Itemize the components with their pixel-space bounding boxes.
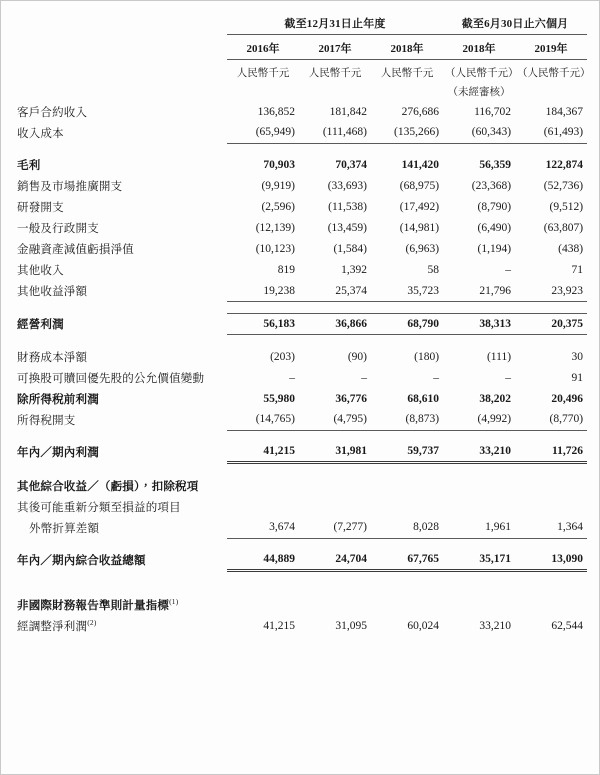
row-label: 收入成本 [17,127,64,140]
row-value: 33,210 [443,442,515,463]
row-label: 除所得稅前利潤 [17,393,99,406]
table-row [15,218,587,239]
row-value: (8,790) [477,201,512,213]
row-value: (33,693) [327,180,367,192]
row-value [299,475,371,496]
row-value: 41,215 [227,442,299,463]
row-value: (180) [414,350,440,363]
row-value: 71 [571,264,584,276]
row-value: (14,765) [227,409,299,430]
row-value: (8,770) [515,409,587,430]
header-unit-row [15,60,587,82]
row-value: 11,726 [515,442,587,463]
header-unaudited-blank [15,81,227,101]
row-value: 141,420 [401,159,440,171]
row-value [371,475,443,496]
table-row [15,442,587,463]
row-spacer [15,430,587,442]
header-year-row [15,35,587,60]
row-label: 財務成本淨額 [17,351,88,364]
row-spacer [15,463,587,476]
row-value: 38,313 [443,314,515,335]
row-label: 外幣折算差額 [29,522,100,535]
row-value: (135,266) [371,122,443,143]
row-value: (61,493) [515,122,587,143]
row-value: 58 [427,264,440,276]
header-year-2019-interim: 2019年 [515,35,587,60]
row-label: 經調整淨利潤$^{(2)}$ [17,617,97,633]
row-value: – [289,371,295,384]
row-label: 一般及行政開支 [17,223,99,235]
row-value: 91 [571,371,584,384]
table-row [15,517,587,538]
header-year-2016: 2016年 [227,35,299,60]
table-row [15,346,587,367]
row-value: 30 [571,350,584,363]
row-label: 研發開支 [17,202,64,214]
table-row [15,496,587,517]
table-body [15,101,587,636]
row-value: 35,171 [443,550,515,571]
row-value: (203) [270,350,295,363]
row-label: 非國際財務報告準則計量指標$^{(1)}$ [17,596,179,612]
row-value: 70,374 [335,159,367,171]
financial-statement-sheet [15,9,591,636]
row-value: 122,874 [545,159,584,171]
table-row [15,281,587,302]
row-spacer [15,571,587,584]
income-statement-table [15,9,591,636]
header-unit-2018-interim: （人民幣千元） [445,68,519,79]
row-value: (12,139) [255,222,295,234]
row-value: 56,359 [479,159,512,171]
row-value: 44,889 [227,550,299,571]
table-row [15,388,587,409]
row-value: 20,496 [551,392,584,405]
table-row [15,122,587,143]
row-value: 59,737 [371,442,443,463]
row-value [443,475,515,496]
header-unit-2018: 人民幣千元 [380,68,434,79]
header-unit-2017: 人民幣千元 [308,68,362,79]
row-value: (6,490) [477,222,512,234]
row-value: (11,538) [328,201,367,213]
row-label: 銷售及市場推廣開支 [17,181,123,193]
row-value: 1,961 [443,517,515,538]
row-value: 21,796 [443,281,515,302]
row-label: 客戶合約收入 [17,106,88,119]
row-spacer [15,143,587,155]
row-spacer [15,302,587,314]
row-value: – [505,371,512,384]
table-row [15,101,587,122]
row-value: – [505,264,512,276]
row-value: 31,095 [335,619,367,632]
row-value: 181,842 [329,105,367,118]
row-value: (14,981) [399,222,440,234]
row-value: 68,790 [371,314,443,335]
row-value: 13,090 [515,550,587,571]
row-value: 68,610 [407,392,440,405]
row-value: 19,238 [227,281,299,302]
row-value: 35,723 [371,281,443,302]
row-spacer [15,335,587,347]
row-value: 31,981 [299,442,371,463]
row-label: 可換股可贖回優先股的公允價值變動 [17,372,205,385]
row-value: (7,277) [299,517,371,538]
row-value: (111) [486,350,512,363]
row-value: 62,544 [551,619,584,632]
header-unit-blank [15,60,227,82]
row-value: 20,375 [515,314,587,335]
row-value [299,496,371,517]
header-year-2018-interim: 2018年 [443,35,515,60]
row-value: 25,374 [299,281,371,302]
table-header [15,9,591,101]
row-value: (63,807) [543,222,584,234]
row-value: – [361,371,367,384]
row-value: – [433,371,440,384]
row-label: 其他收益淨額 [17,286,88,298]
row-label: 其他收入 [17,265,64,277]
row-value [515,496,587,517]
row-value: 33,210 [479,619,512,632]
row-value: 8,028 [371,517,443,538]
table-row [15,197,587,218]
row-value: 184,367 [545,105,584,118]
header-year-2018: 2018年 [371,35,443,60]
row-value: 1,364 [515,517,587,538]
row-label: 所得稅開支 [17,414,76,427]
row-value: 36,866 [299,314,371,335]
row-value: 60,024 [407,619,440,632]
row-value: 55,980 [263,392,295,405]
row-value: 70,903 [263,159,295,171]
row-value: (23,368) [471,180,512,192]
header-unit-2019-interim: （人民幣千元） [517,68,591,79]
row-value: (8,873) [371,409,443,430]
row-label: 毛利 [17,160,41,172]
header-group-interim: 截至6月30日止六個月 [443,9,587,35]
row-value: 3,674 [227,517,299,538]
header-unaudited-note: （未經審核） [447,87,511,98]
row-value: (65,949) [227,122,299,143]
row-value [443,496,515,517]
row-label: 金融資產減值虧損淨值 [17,244,134,256]
header-group-row [15,9,587,35]
table-row [15,260,587,281]
row-value [371,594,443,615]
row-value: (4,992) [443,409,515,430]
row-value: 67,765 [371,550,443,571]
header-unaudited-blank-2018 [371,81,443,101]
row-spacer [15,583,587,594]
row-value [227,594,299,615]
row-value: 36,776 [335,392,367,405]
table-row [15,314,587,335]
header-unaudited-blank-2019 [515,81,587,101]
table-row [15,594,587,615]
table-row [15,475,587,496]
row-value: 56,183 [227,314,299,335]
row-value: (60,343) [443,122,515,143]
row-value [515,594,587,615]
row-value: (17,492) [399,201,440,213]
row-value: 41,215 [263,619,295,632]
row-label: 其後可能重新分類至損益的項目 [17,501,181,514]
row-value: 23,923 [515,281,587,302]
header-unaudited-row [15,81,587,101]
row-value: (10,123) [255,243,295,255]
row-value: 819 [277,264,295,276]
footnote-marker: (1) [169,596,179,606]
row-value: (9,512) [549,201,584,213]
row-value: (6,963) [405,243,440,255]
row-value: (13,459) [327,222,367,234]
header-corner-blank [15,9,227,35]
table-row [15,550,587,571]
header-unit-2016: 人民幣千元 [236,68,290,79]
row-value: 38,202 [479,392,512,405]
row-value: (438) [558,243,584,255]
row-value: (4,795) [299,409,371,430]
row-value [515,475,587,496]
header-year-2017: 2017年 [299,35,371,60]
row-label: 年內／期內綜合收益總額 [17,555,146,567]
table-row [15,155,587,176]
header-year-blank [15,35,227,60]
row-value: (90) [347,350,367,363]
row-label: 年內／期內利潤 [17,447,99,459]
table-row [15,367,587,388]
row-value: (52,736) [543,180,584,192]
table-row [15,239,587,260]
row-value: (1,584) [333,243,367,255]
table-row [15,615,587,636]
row-value [227,475,299,496]
row-value: 136,852 [257,105,295,118]
row-value [227,496,299,517]
row-value: (111,468) [299,122,371,143]
row-value [371,496,443,517]
header-unaudited-blank-2017 [299,81,371,101]
row-value: 24,704 [299,550,371,571]
row-label: 經營利潤 [17,319,64,331]
row-value: (68,975) [399,180,440,192]
row-value: (9,919) [261,180,295,192]
row-value: (1,194) [477,243,512,255]
table-row [15,409,587,430]
row-spacer [15,538,587,550]
row-value: 1,392 [341,264,367,276]
row-label: 其他綜合收益／（虧損），扣除稅項 [17,480,199,493]
footnote-marker: (2) [87,617,97,627]
row-value: 116,702 [474,105,512,118]
row-value [443,594,515,615]
header-unaudited-blank-2016 [227,81,299,101]
header-group-annual: 截至12月31日止年度 [227,9,443,35]
row-value: 276,686 [401,105,440,118]
table-row [15,176,587,197]
row-value: (2,596) [261,201,295,213]
row-value [299,594,371,615]
